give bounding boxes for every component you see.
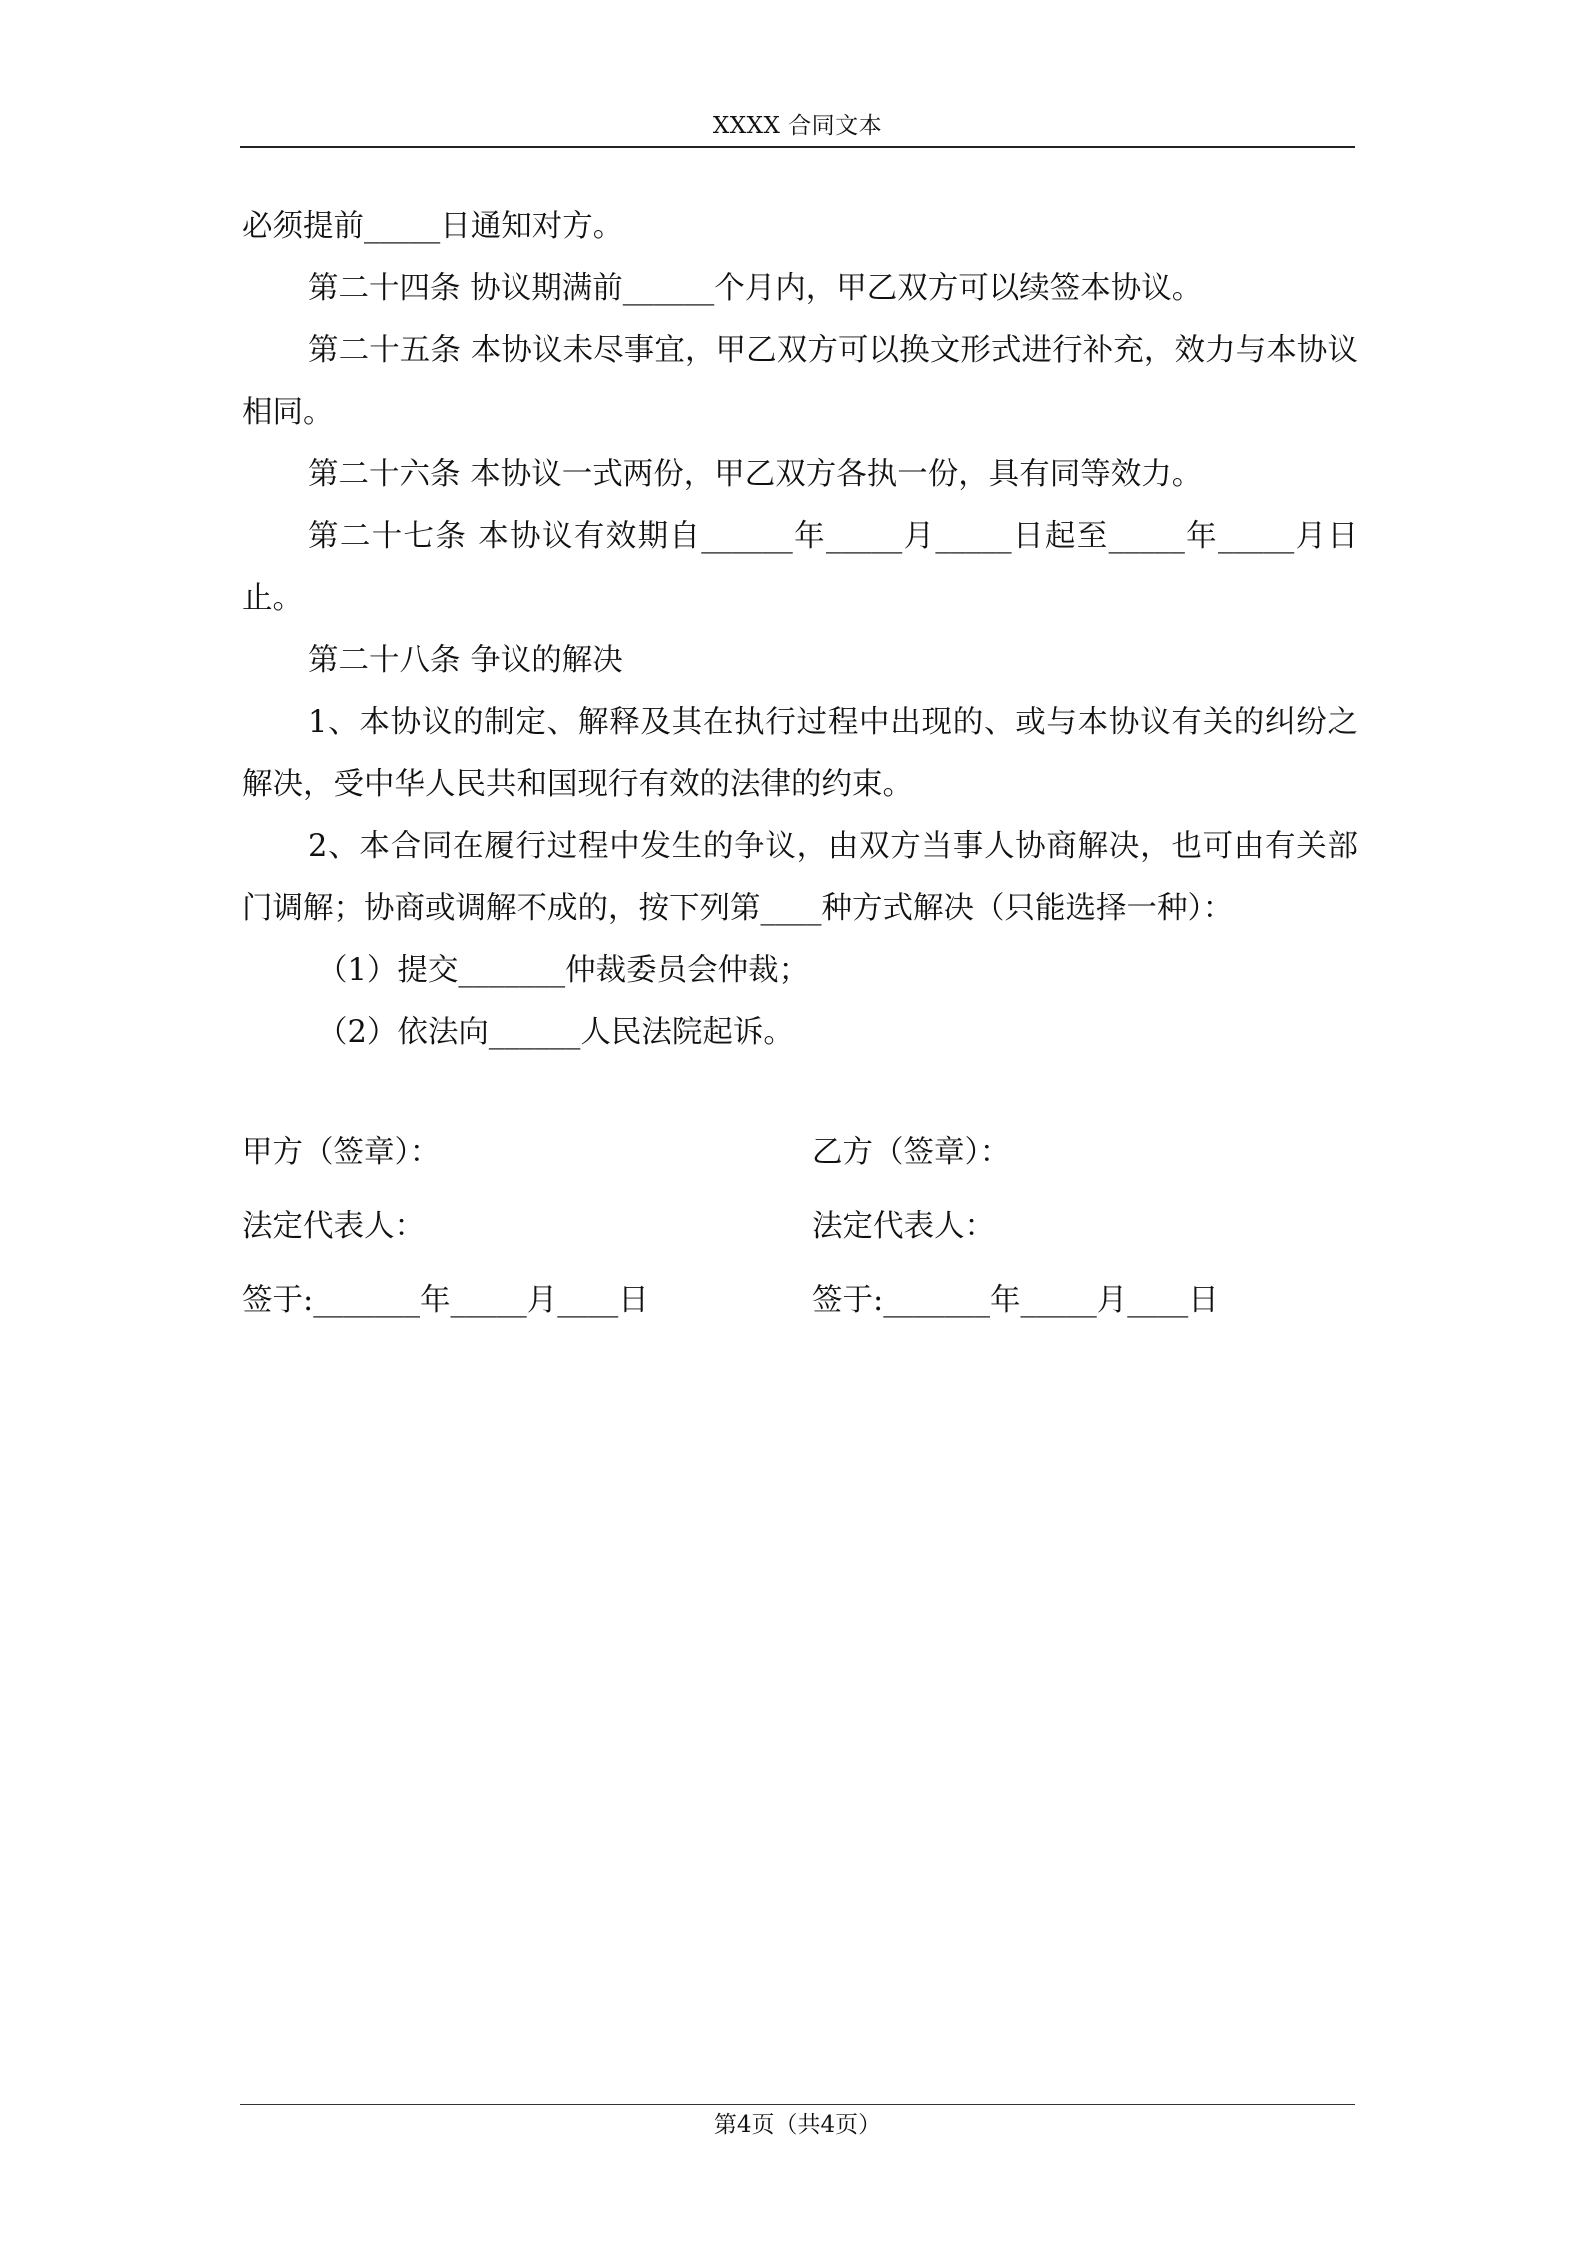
article-26: 第二十六条 本协议一式两份，甲乙双方各执一份，具有同等效力。 bbox=[308, 457, 1203, 492]
party-b-signed-date: 签于:_______年_____月____日 bbox=[812, 1283, 1219, 1318]
dispute-clause-1: 1、本协议的制定、解释及其在执行过程中出现的、或与本协议有关的纠纷之解决，受中华人民共和国现行有效的法律的约束。 bbox=[242, 705, 1358, 802]
dispute-option-court: （2）依法向______人民法院起诉。 bbox=[317, 1015, 794, 1050]
header-divider bbox=[240, 146, 1355, 148]
article-24: 第二十四条 协议期满前______个月内，甲乙双方可以续签本协议。 bbox=[308, 271, 1203, 306]
party-a-signed-date: 签于:_______年_____月____日 bbox=[242, 1283, 649, 1318]
party-a-representative: 法定代表人： bbox=[242, 1209, 425, 1244]
signature-row-party bbox=[242, 1116, 1358, 1190]
signature-row-representative bbox=[242, 1190, 1358, 1264]
signature-block bbox=[242, 1116, 1358, 1338]
paragraph-notice-days: 必须提前_____日通知对方。 bbox=[242, 209, 624, 244]
footer-divider bbox=[240, 2104, 1355, 2105]
header-title: XXXX 合同文本 bbox=[712, 113, 883, 139]
signature-row-date bbox=[242, 1264, 1358, 1338]
dispute-option-arbitration: （1）提交_______仲裁委员会仲裁； bbox=[317, 953, 810, 988]
article-28-heading: 第二十八条 争议的解决 bbox=[308, 643, 623, 678]
article-25: 第二十五条 本协议未尽事宜，甲乙双方可以换文形式进行补充，效力与本协议相同。 bbox=[242, 333, 1358, 430]
page-number: 第4页（共4页） bbox=[713, 2112, 882, 2138]
dispute-clause-2: 2、本合同在履行过程中发生的争议，由双方当事人协商解决，也可由有关部门调解；协商或调解不成的，按下列第____种方式解决（只能选择一种）： bbox=[242, 829, 1358, 926]
article-27: 第二十七条 本协议有效期自______年_____月_____日起至_____年_____月日止。 bbox=[242, 519, 1358, 616]
party-b-label: 乙方（签章）： bbox=[812, 1135, 1011, 1170]
party-b-representative: 法定代表人： bbox=[812, 1209, 995, 1244]
contract-body bbox=[242, 196, 1358, 1064]
party-a-label: 甲方（签章）： bbox=[242, 1135, 441, 1170]
